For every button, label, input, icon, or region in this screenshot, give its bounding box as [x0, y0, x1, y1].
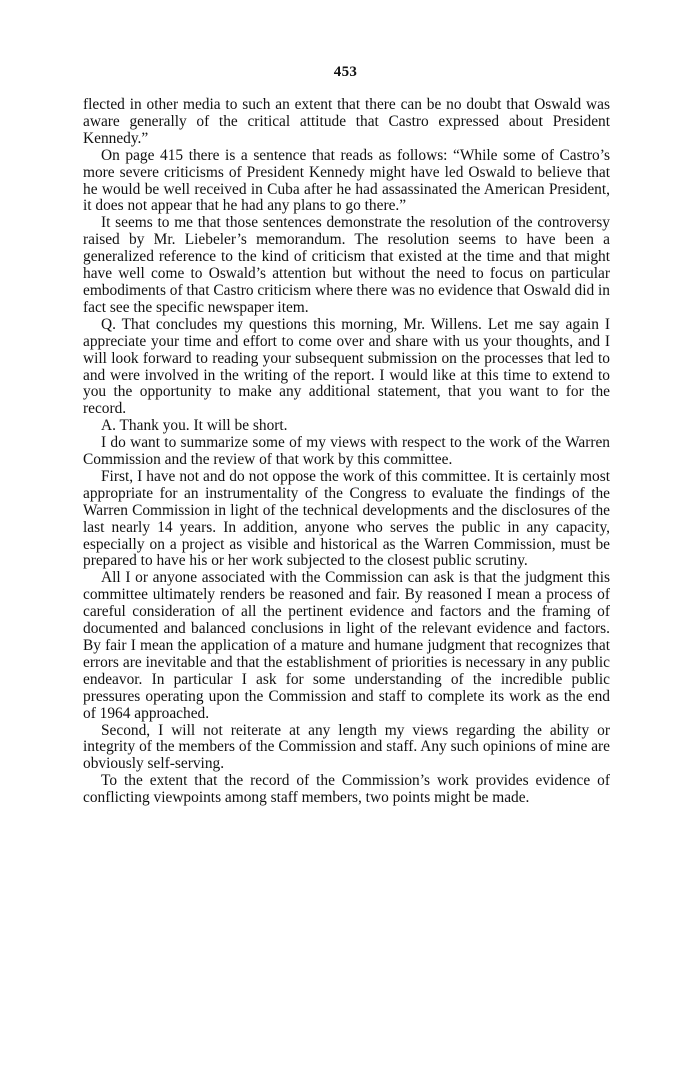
paragraph-summary-intro: I do want to summarize some of my views with respect to the work of the Warren Commission and the review of that work by this committee.	[83, 434, 610, 469]
paragraph-resolution: It seems to me that those sentences demonstrate the resolution of the controversy raised by Mr. Liebeler’s memorandum. The resolution seems to have been a generalized reference to the kind of criticism that existed at the time and that might have well come to Oswald’s attention but without the need to focus on particular embodiments of that Castro criticism where there was no evidence that Oswald did in fact see the specific newspaper item.	[83, 214, 610, 316]
paragraph-reasoned-fair: All I or anyone associated with the Commission can ask is that the judgment this committee ultimately renders be reasoned and fair. By reasoned I mean a process of careful consideration of all the pertinent evidence and factors and the framing of documented and balanced conclusions in light of the relevant evidence and factors. By fair I mean the application of a mature and humane judgment that recognizes that errors are inevitable and that the establishment of priorities is necessary in any public endeavor. In particular I ask for some understanding of the incredible public pressures operating upon the Commission and staff to complete its work as the end of 1964 approached.	[83, 569, 610, 722]
paragraph-conflicting-viewpoints: To the extent that the record of the Commission’s work provides evidence of conflicting viewpoints among staff members, two points might be made.	[83, 772, 610, 807]
paragraph-second-point: Second, I will not reiterate at any length my views regarding the ability or integrity of the members of the Commission and staff. Any such opinions of mine are obviously self-serving.	[83, 721, 610, 773]
paragraph-page-415-quote: On page 415 there is a sentence that reads as follows: “While some of Castro’s more severe criticisms of President Kennedy might have led Oswald to believe that he would be well received in Cuba after he had assassinated the American President, it does not appear that he had any plans to go there.”	[83, 146, 610, 215]
paragraph-question: Q. That concludes my questions this morning, Mr. Willens. Let me say again I appreciate your time and effort to come over and share with us your thoughts, and I will look forward to reading your subsequent submission on the processes that led to and were involved in the writing of the report. I would like at this time to extend to you the opportunity to make any additional statement, that you want to for the record.	[83, 315, 610, 418]
paragraph-continuation: flected in other media to such an extent that there can be no doubt that Oswald was aware generally of the critical attitude that Castro expressed about President Kennedy.”	[83, 96, 610, 147]
paragraph-first-point: First, I have not and do not oppose the work of this committee. It is certainly most appropriate for an instrumentality of the Congress to evaluate the findings of the Warren Commission in light of the technical developments and the disclosures of the last nearly 14 years. In addition, anyone who serves the public in any capacity, especially on a project as visible and historical as the Warren Commission, must be prepared to have his or her work subjected to the closest public scrutiny.	[83, 467, 610, 570]
body-text	[83, 97, 610, 807]
paragraph-answer-start: A. Thank you. It will be short.	[101, 417, 288, 435]
page-number: 453	[333, 64, 358, 80]
